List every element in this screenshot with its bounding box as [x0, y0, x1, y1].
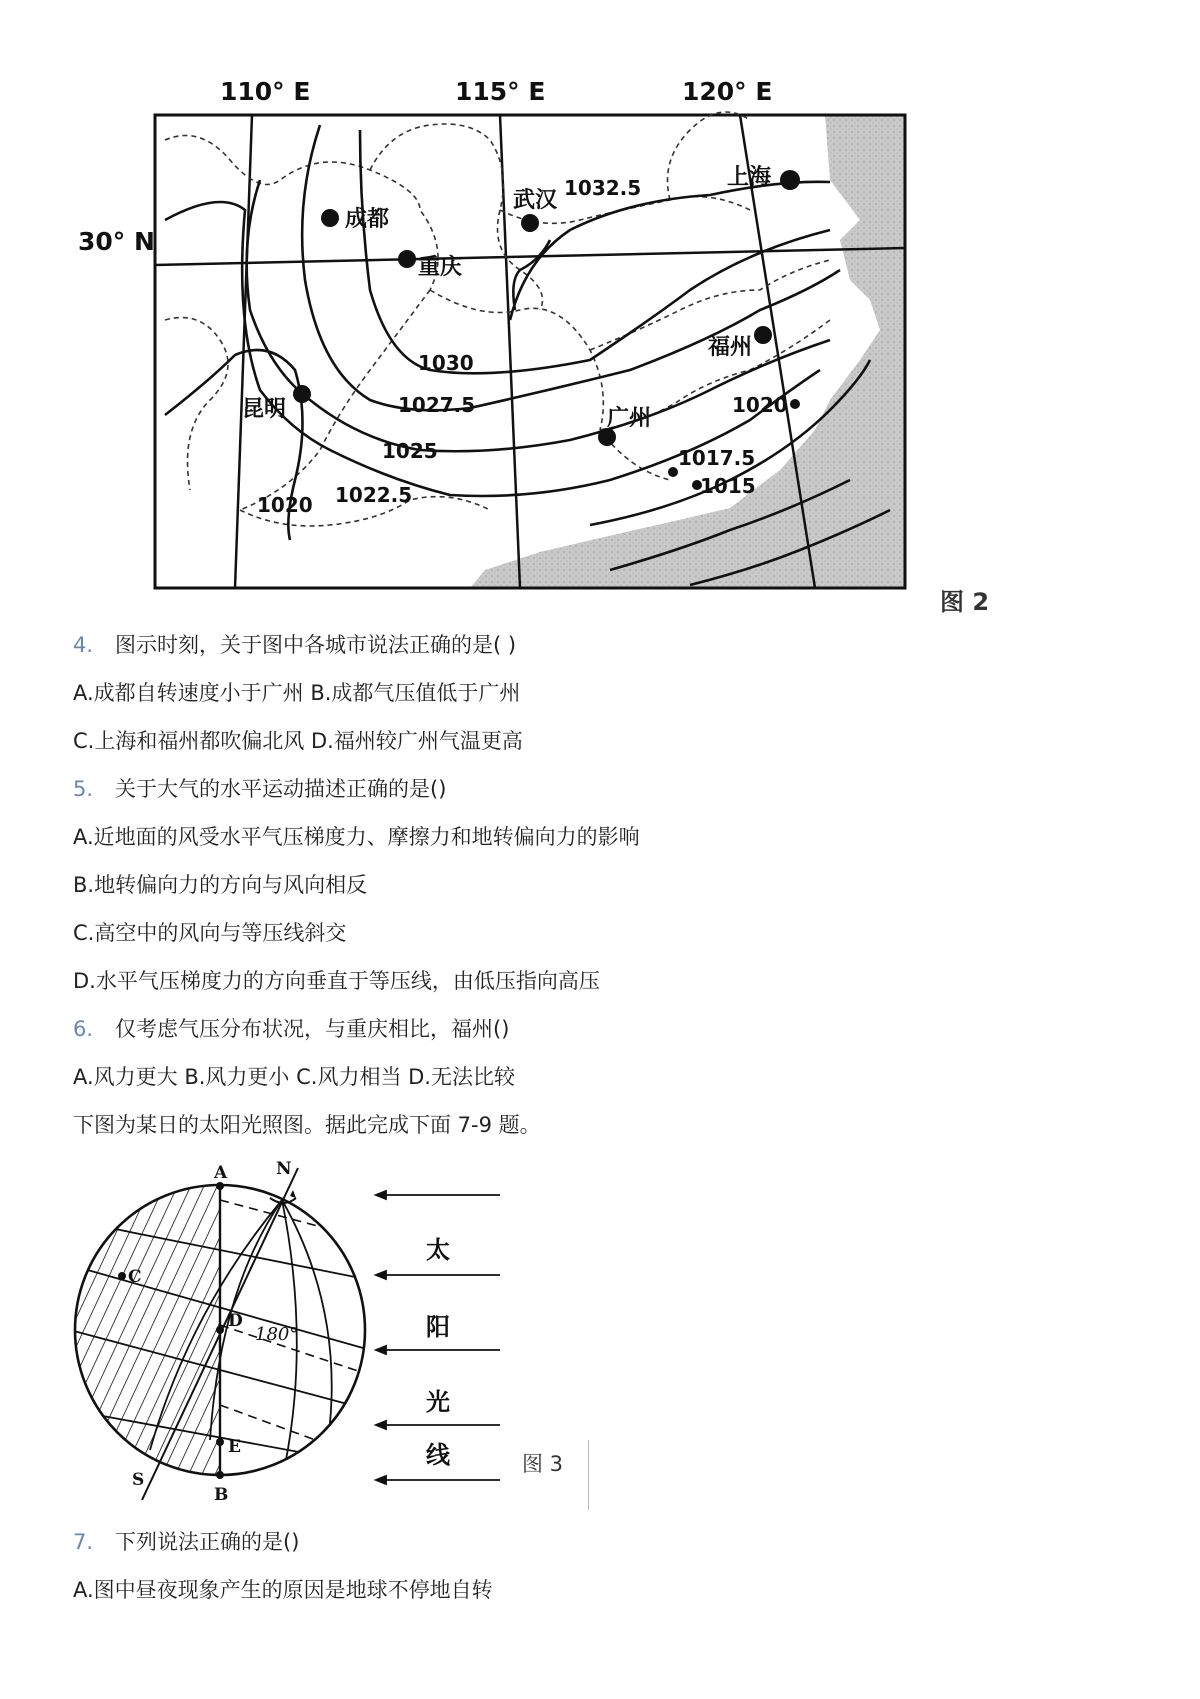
isobar-label-1020-right: 1020: [732, 393, 788, 417]
isobar-map-figure: [70, 70, 1010, 630]
lon-label-110: 110° E: [220, 77, 311, 106]
point-label-n: N: [276, 1160, 292, 1179]
question-5-option-b: B.地转偏向力的方向与风向相反: [73, 873, 368, 897]
question-5-option-a: A.近地面的风受水平气压梯度力、摩擦力和地转偏向力的影响: [73, 825, 640, 849]
city-dot-shanghai: [780, 170, 800, 190]
question-text: 图示时刻，关于图中各城市说法正确的是( ): [115, 633, 517, 657]
isobar-label-1027-5: 1027.5: [398, 393, 476, 417]
city-label-kunming: 昆明: [242, 397, 287, 422]
angle-label-180: 180°: [255, 1324, 299, 1345]
isobar-label-1015: 1015: [700, 474, 756, 498]
sunlight-char-1: 太: [426, 1236, 450, 1264]
city-label-chengdu: 成都: [345, 207, 390, 232]
isobar-label-1017-5: 1017.5: [678, 446, 756, 470]
question-text: 仅考虑气压分布状况，与重庆相比，福州(): [115, 1017, 510, 1041]
city-dot-chengdu: [321, 209, 339, 227]
question-4-options-ab: A.成都自转速度小于广州 B.成都气压值低于广州: [73, 681, 521, 705]
point-d-dot: [216, 1326, 224, 1334]
isobar-label-1032-5: 1032.5: [564, 176, 642, 200]
station-dot-1017: [668, 467, 678, 477]
question-text: 下列说法正确的是(): [115, 1530, 300, 1554]
question-number: 5.: [73, 777, 94, 801]
question-5-option-c: C.高空中的风向与等压线斜交: [73, 921, 347, 945]
sunlight-char-4: 线: [426, 1441, 450, 1469]
lat-label-30n: 30° N: [78, 227, 155, 256]
question-5-option-d: D.水平气压梯度力的方向垂直于等压线，由低压指向高压: [73, 969, 600, 993]
station-dot-1020: [790, 399, 800, 409]
question-number: 4.: [73, 633, 94, 657]
city-dot-kunming: [293, 385, 311, 403]
city-label-chongqing: 重庆: [418, 255, 463, 280]
point-label-c: C: [128, 1267, 142, 1287]
point-a-dot: [216, 1182, 224, 1190]
city-label-fuzhou: 福州: [708, 335, 753, 360]
point-e-dot: [216, 1438, 224, 1446]
point-label-d: D: [228, 1311, 243, 1331]
isobar-label-1030: 1030: [418, 351, 474, 375]
isobar-label-1022-5: 1022.5: [335, 483, 413, 507]
question-7-option-a: A.图中昼夜现象产生的原因是地球不停地自转: [73, 1578, 493, 1602]
question-number: 7.: [73, 1530, 94, 1554]
question-6: [73, 1015, 509, 1043]
question-number: 6.: [73, 1017, 94, 1041]
point-label-s: S: [132, 1470, 145, 1490]
city-label-wuhan: 武汉: [513, 188, 558, 213]
city-dot-chongqing: [398, 250, 416, 268]
intro-7-9: 下图为某日的太阳光照图。据此完成下面 7-9 题。: [73, 1113, 541, 1137]
isobar-label-1025: 1025: [382, 439, 438, 463]
figure3-caption: 图 3: [522, 1452, 564, 1476]
question-4: [73, 631, 516, 659]
question-6-options: A.风力更大 B.风力更小 C.风力相当 D.无法比较: [73, 1065, 515, 1089]
city-dot-wuhan: [521, 214, 539, 232]
question-5: [73, 775, 446, 803]
sea-area: [470, 115, 905, 588]
city-dot-fuzhou: [754, 326, 772, 344]
city-label-guangzhou: 广州: [607, 406, 652, 431]
city-label-shanghai: 上海: [727, 165, 772, 190]
point-label-e: E: [228, 1437, 241, 1457]
question-7: [73, 1528, 299, 1556]
figure2-caption: 图 2: [940, 588, 990, 616]
sunlight-diagram-figure: [70, 1160, 590, 1505]
point-label-b: B: [214, 1485, 229, 1505]
lon-label-115: 115° E: [455, 77, 546, 106]
point-b-dot: [216, 1471, 224, 1479]
isobar-label-1020-left: 1020: [257, 493, 313, 517]
sunlight-char-3: 光: [426, 1388, 450, 1416]
question-text: 关于大气的水平运动描述正确的是(): [115, 777, 447, 801]
question-4-options-cd: C.上海和福州都吹偏北风 D.福州较广州气温更高: [73, 729, 523, 753]
lon-label-120: 120° E: [682, 77, 773, 106]
point-c-dot: [118, 1272, 126, 1280]
point-label-a: A: [214, 1163, 228, 1183]
sunlight-char-2: 阳: [426, 1313, 450, 1341]
figure3-divider: [588, 1440, 589, 1510]
